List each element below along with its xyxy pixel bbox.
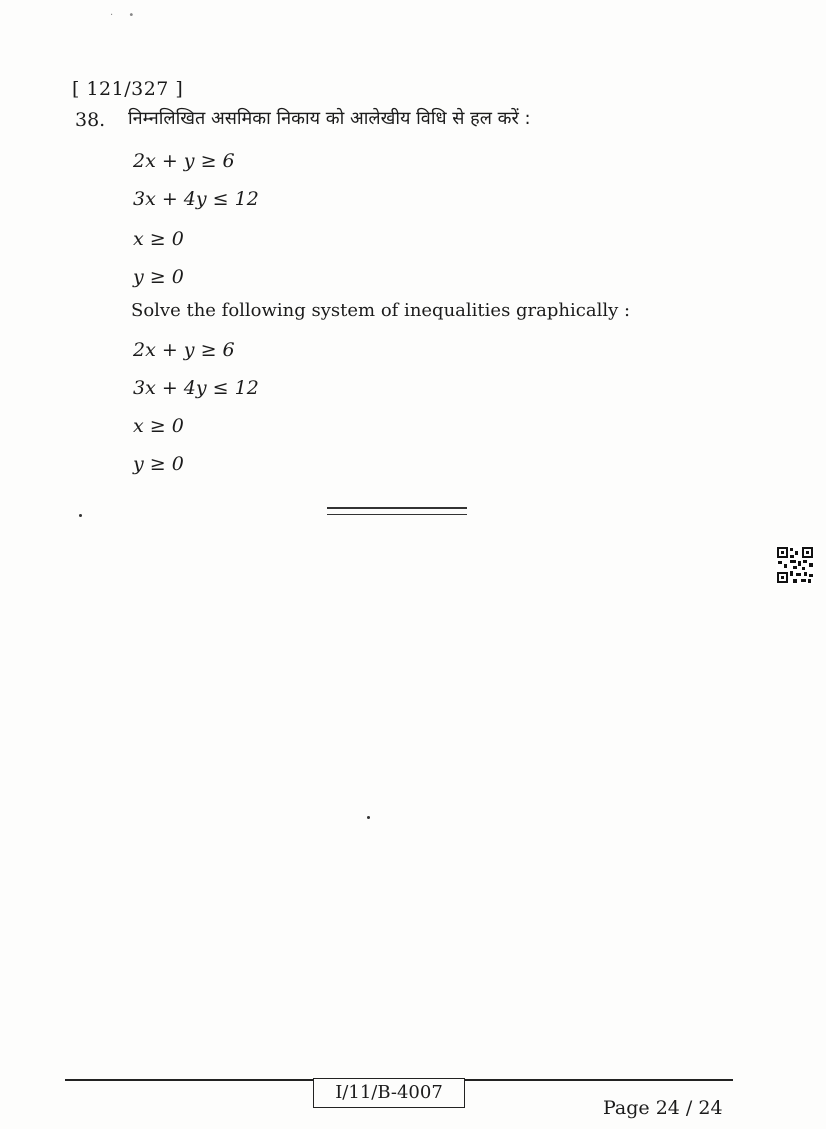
question-prompt-english: Solve the following system of inequalities graphically : — [131, 300, 631, 321]
scan-dot — [367, 816, 370, 819]
inequality-english-3: x ≥ 0 — [133, 415, 184, 437]
scan-dot — [79, 514, 82, 517]
question-prompt-hindi: निम्नलिखित असमिका निकाय को आलेखीय विधि से हल करें : — [128, 108, 531, 129]
inequality-english-2: 3x + 4y ≤ 12 — [133, 377, 259, 399]
qr-code-icon — [776, 546, 814, 584]
page-number: Page 24 / 24 — [603, 1097, 723, 1119]
inequality-english-1: 2x + y ≥ 6 — [133, 339, 235, 361]
inequality-hindi-3: x ≥ 0 — [133, 228, 184, 250]
paper-code: [ 121/327 ] — [72, 78, 184, 100]
inequality-hindi-1: 2x + y ≥ 6 — [133, 150, 235, 172]
question-number: 38. — [75, 109, 106, 131]
inequality-english-4: y ≥ 0 — [133, 453, 184, 475]
end-of-paper-rule — [327, 507, 467, 515]
inequality-hindi-2: 3x + 4y ≤ 12 — [133, 188, 259, 210]
scan-specks: · • — [110, 10, 141, 21]
document-code-box: I/11/B-4007 — [313, 1078, 465, 1108]
inequality-hindi-4: y ≥ 0 — [133, 266, 184, 288]
